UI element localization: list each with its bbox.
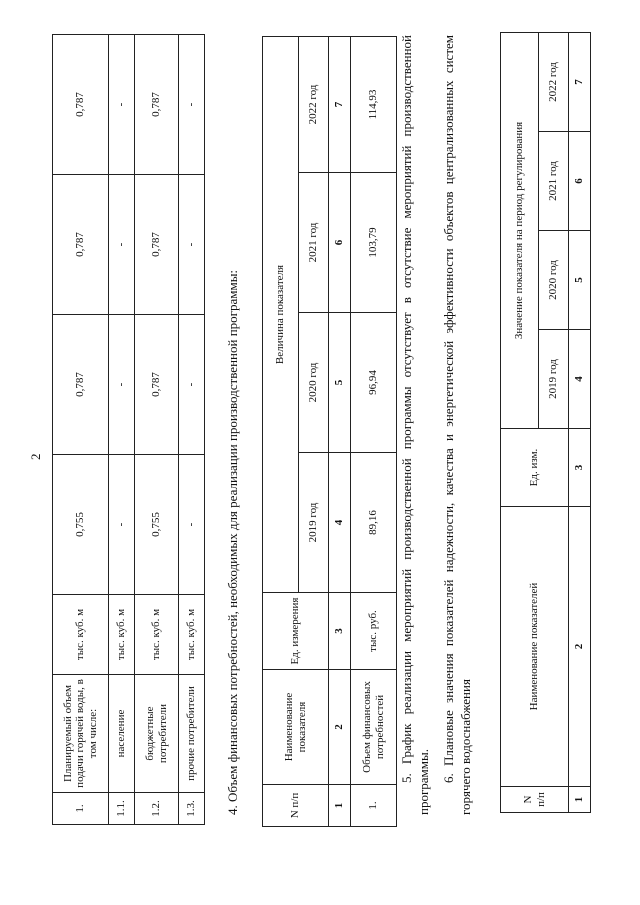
- header-year-2020: 2020 год: [539, 231, 569, 330]
- header-number: N п/п: [501, 787, 569, 813]
- row-unit: тыс. руб.: [351, 593, 397, 670]
- header-value-group: Величина показателя: [263, 36, 299, 592]
- header-year-2021: 2021 год: [539, 132, 569, 231]
- value-2019: -: [179, 455, 205, 595]
- row-name: население: [109, 675, 135, 793]
- value-2020: -: [109, 315, 135, 455]
- row-unit: тыс. куб. м: [53, 595, 109, 675]
- section-5-text: 5. График реализации мероприятий производственной программы отсутствует в отсутствие мероприятий производственной программы.: [399, 35, 431, 815]
- column-number-row: [569, 32, 591, 812]
- column-number: 4: [569, 330, 591, 429]
- value-2022: 114,93: [351, 36, 397, 172]
- table-row: [53, 35, 109, 825]
- row-number: 1.2.: [135, 793, 179, 825]
- column-number: 1: [329, 785, 351, 827]
- value-2022: 0,787: [135, 35, 179, 175]
- row-number: 1.3.: [179, 793, 205, 825]
- value-2020: 0,787: [135, 315, 179, 455]
- table-row: [109, 35, 135, 825]
- row-name: бюджетные потребители: [135, 675, 179, 793]
- value-2019: 0,755: [53, 455, 109, 595]
- column-number: 2: [329, 670, 351, 785]
- section-6-title: 6. Плановые значения показателей надежности, качества и энергетической эффективности объектов централизованных систем горячего водоснабжения: [441, 35, 473, 815]
- column-number: 5: [329, 313, 351, 453]
- value-2019: 89,16: [351, 453, 397, 593]
- value-2022: -: [109, 35, 135, 175]
- value-2019: -: [109, 455, 135, 595]
- column-number: 4: [329, 453, 351, 593]
- value-2021: 103,79: [351, 173, 397, 313]
- section-4-title: 4. Объем финансовых потребностей, необходимых для реализации производственной программы:: [225, 269, 240, 815]
- header-year-2022: 2022 год: [299, 36, 329, 172]
- header-year-2019: 2019 год: [299, 453, 329, 593]
- value-2019: 0,755: [135, 455, 179, 595]
- column-number: 3: [569, 429, 591, 507]
- header-unit: Ед. измерения: [263, 593, 329, 670]
- header-name: Наименование показателей: [501, 507, 569, 787]
- column-number: 6: [569, 132, 591, 231]
- column-number: 7: [329, 36, 351, 172]
- table-header-row: [501, 32, 539, 812]
- row-unit: тыс. куб. м: [135, 595, 179, 675]
- value-2021: -: [109, 175, 135, 315]
- indicators-table: [500, 32, 591, 813]
- value-2022: -: [179, 35, 205, 175]
- row-unit: тыс. куб. м: [109, 595, 135, 675]
- value-2021: -: [179, 175, 205, 315]
- header-year-2020: 2020 год: [299, 313, 329, 453]
- header-year-2019: 2019 год: [539, 330, 569, 429]
- row-number: 1.: [53, 793, 109, 825]
- value-2020: -: [179, 315, 205, 455]
- header-name: Наименование показателя: [263, 670, 329, 785]
- table-row: [179, 35, 205, 825]
- column-number: 3: [329, 593, 351, 670]
- table-header-row: [263, 36, 299, 826]
- value-2021: 0,787: [135, 175, 179, 315]
- column-number: 6: [329, 173, 351, 313]
- column-number: 1: [569, 787, 591, 813]
- water-volume-table: [52, 34, 205, 825]
- financial-needs-table: [262, 36, 397, 827]
- table-row: [135, 35, 179, 825]
- value-2022: 0,787: [53, 35, 109, 175]
- column-number: 2: [569, 507, 591, 787]
- row-unit: тыс. куб. м: [179, 595, 205, 675]
- header-value-group: Значение показателя на период регулирования: [501, 32, 539, 428]
- header-year-2022: 2022 год: [539, 32, 569, 131]
- row-number: 1.: [351, 785, 397, 827]
- column-number: 5: [569, 231, 591, 330]
- value-2021: 0,787: [53, 175, 109, 315]
- column-number: 7: [569, 32, 591, 131]
- page-number: 2: [28, 453, 43, 460]
- row-name: прочие потребители: [179, 675, 205, 793]
- row-number: 1.1.: [109, 793, 135, 825]
- header-year-2021: 2021 год: [299, 173, 329, 313]
- row-name: Планируемый объем подачи горячей воды, в том числе:: [53, 675, 109, 793]
- value-2020: 96,94: [351, 313, 397, 453]
- header-number: N п/п: [263, 785, 329, 827]
- header-unit: Ед. изм.: [501, 429, 569, 507]
- column-number-row: [329, 36, 351, 826]
- row-name: Объем финансовых потребностей: [351, 670, 397, 785]
- value-2020: 0,787: [53, 315, 109, 455]
- table-row: [351, 36, 397, 826]
